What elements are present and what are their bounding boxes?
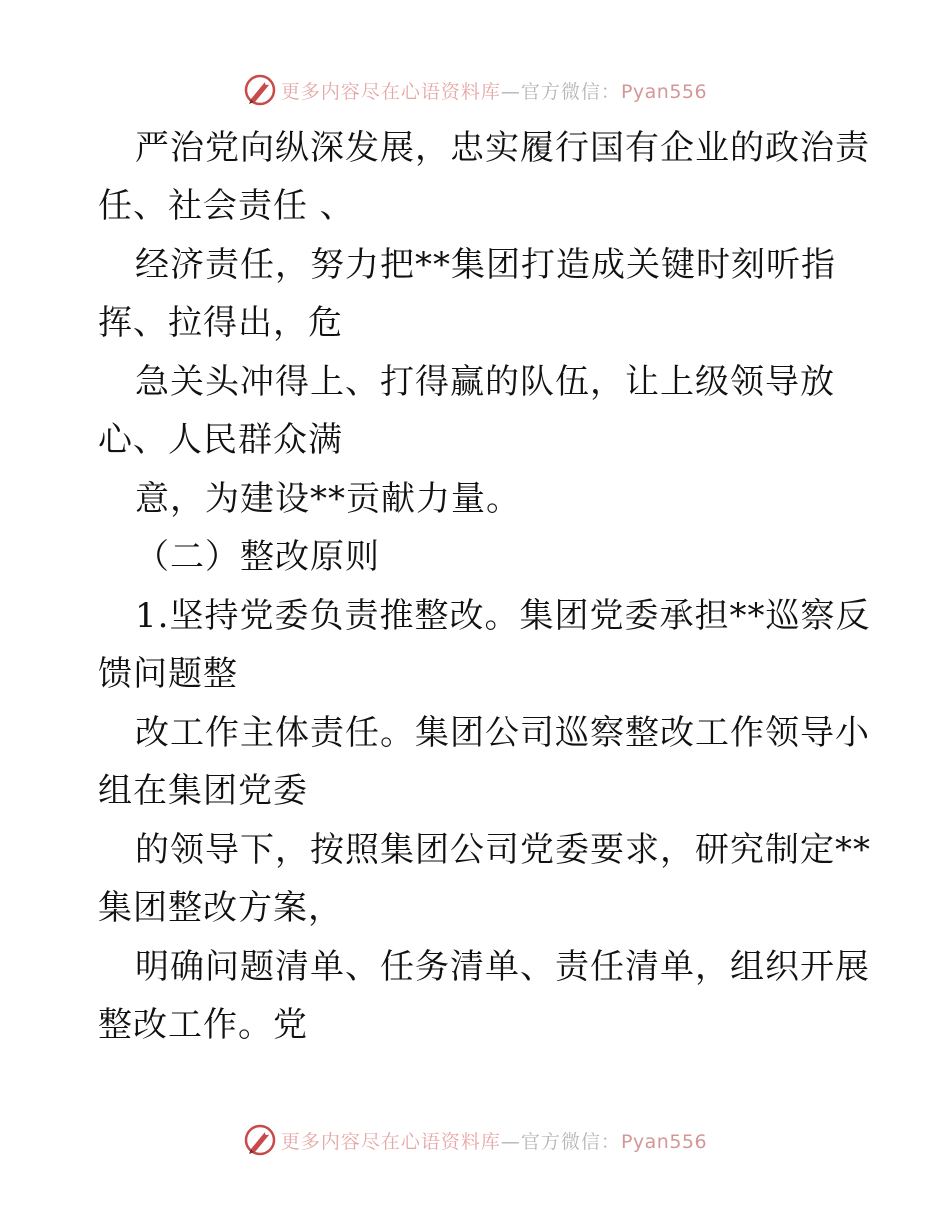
pen-logo-icon: [243, 1123, 277, 1157]
body-line: 意，为建设**贡献力量。: [135, 479, 521, 519]
body-line: 集团整改方案，: [98, 888, 343, 928]
body-line: 改工作主体责任。集团公司巡察整改工作领导小: [135, 713, 870, 753]
watermark-id: Pyan556: [620, 1130, 708, 1153]
watermark-label: 官方微信：: [520, 1130, 621, 1153]
watermark-label: 官方微信：: [520, 80, 621, 103]
body-line: 心、人民群众满: [98, 420, 343, 460]
watermark-separator: —: [500, 80, 521, 103]
body-line: 组在集团党委: [98, 771, 308, 811]
watermark-id: Pyan556: [620, 80, 708, 103]
body-line: 挥、拉得出，危: [98, 303, 343, 343]
header-watermark: [0, 70, 950, 110]
watermark-main-text: 更多内容尽在心语资料库: [280, 1130, 501, 1153]
footer-watermark: [0, 1120, 950, 1160]
body-line: 急关头冲得上、打得赢的队伍，让上级领导放: [135, 362, 835, 402]
body-line: 整改工作。党: [98, 1005, 308, 1045]
watermark-separator: —: [500, 1130, 521, 1153]
body-line: 的领导下，按照集团公司党委要求，研究制定**: [135, 830, 871, 870]
body-line: 严治党向纵深发展，忠实履行国有企业的政治责: [135, 128, 870, 168]
body-line: 经济责任，努力把**集团打造成关键时刻听指: [135, 245, 836, 285]
pen-logo-icon: [243, 73, 277, 107]
body-line: 明确问题清单、任务清单、责任清单，组织开展: [135, 947, 870, 987]
body-line: 1.坚持党委负责推整改。集团党委承担**巡察反: [135, 596, 871, 636]
body-line: 馈问题整: [98, 654, 238, 694]
body-line: 任、社会责任 、: [98, 186, 355, 226]
section-heading: （二）整改原则: [135, 537, 380, 577]
watermark-main-text: 更多内容尽在心语资料库: [280, 80, 501, 103]
